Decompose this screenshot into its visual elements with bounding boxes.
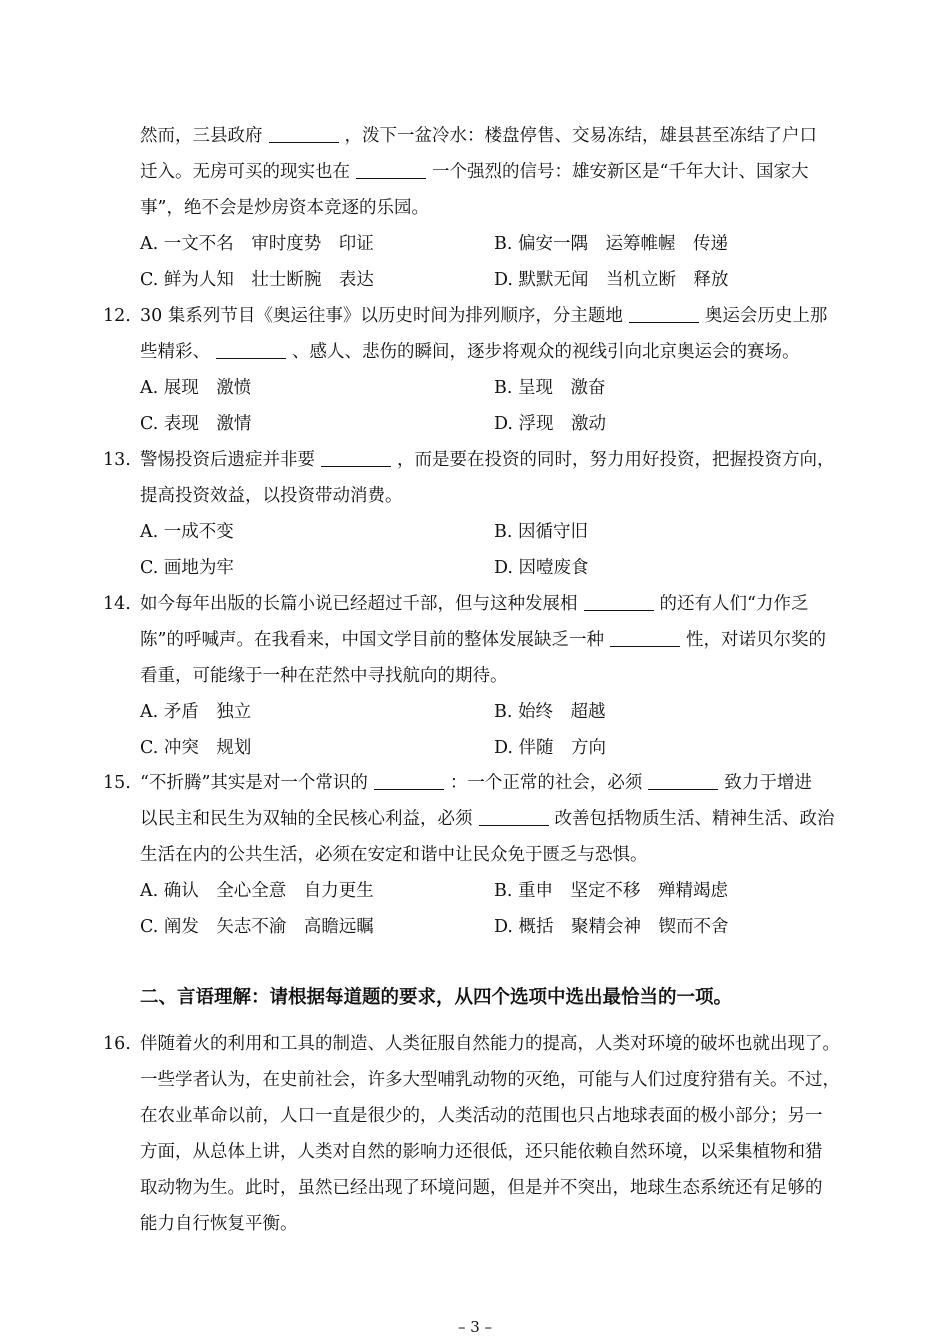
- page-number: – 3 –: [457, 1318, 493, 1336]
- q12-line-2: [140, 340, 800, 364]
- answer-blank: [584, 594, 654, 611]
- q16-line-2: 一些学者认为，在史前社会，许多大型哺乳动物的灭绝，可能与人们过度狩猎有关。不过，: [140, 1070, 840, 1090]
- q15-option-a: A. 确认 全心全意 自力更生: [140, 881, 374, 901]
- q14-option-d: D. 伴随 方向: [494, 738, 607, 758]
- q11-option-b: B. 偏安一隅 运筹帷幄 传递: [494, 234, 728, 254]
- q11-option-d: D. 默默无闻 当机立断 释放: [494, 270, 729, 290]
- q15-text: 以民主和民生为双轴的全民核心利益，必须: [140, 809, 473, 829]
- q15-text: “不折腾”其实是对一个常识的: [140, 773, 368, 793]
- answer-blank: [629, 306, 699, 323]
- q13-text: ，而是要在投资的同时，努力用好投资，把握投资方向，: [397, 450, 835, 470]
- q12-option-a: A. 展现 激愤: [140, 378, 252, 398]
- q14-option-c: C. 冲突 规划: [140, 738, 252, 758]
- q11-text: 一个强烈的信号：雄安新区是“千年大计、国家大: [432, 162, 809, 182]
- q12-number: 12.: [103, 306, 131, 326]
- q15-option-c: C. 阐发 矢志不渝 高瞻远瞩: [140, 917, 374, 937]
- q16-number: 16.: [103, 1034, 131, 1054]
- q11-text: ，泼下一盆冷水：楼盘停售、交易冻结，雄县甚至冻结了户口: [344, 126, 817, 146]
- q11-line-2: [140, 160, 808, 184]
- q11-text: 迁入。无房可买的现实也在: [140, 162, 350, 182]
- q16-line-4: 方面，从总体上讲，人类对自然的影响力还很低，还只能依赖自然环境，以采集植物和猎: [140, 1142, 823, 1162]
- q14-line-2: [140, 628, 826, 652]
- q13-option-a: A. 一成不变: [140, 522, 234, 542]
- answer-blank: [374, 773, 444, 790]
- q12-line-1: [140, 304, 827, 328]
- q12-text: 、感人、悲伤的瞬间，逐步将观众的视线引向北京奥运会的赛场。: [292, 342, 800, 362]
- q14-option-b: B. 始终 超越: [494, 702, 606, 722]
- q15-line-1: [140, 771, 812, 795]
- q15-text: 改善包括物质生活、精神生活、政治: [554, 809, 835, 829]
- answer-blank: [269, 126, 339, 143]
- q12-text: 些精彩、: [140, 342, 210, 362]
- q14-text: 如今每年出版的长篇小说已经超过千部，但与这种发展相: [140, 594, 578, 614]
- answer-blank: [479, 809, 549, 826]
- q16-line-1: 伴随着火的利用和工具的制造、人类征服自然能力的提高，人类对环境的破坏也就出现了。: [140, 1034, 840, 1054]
- q12-option-b: B. 呈现 激奋: [494, 378, 606, 398]
- q14-text: 陈”的呼喊声。在我看来，中国文学目前的整体发展缺乏一种: [140, 630, 604, 650]
- q14-option-a: A. 矛盾 独立: [140, 702, 252, 722]
- q14-text: 性，对诺贝尔奖的: [685, 630, 826, 650]
- q13-option-b: B. 因循守旧: [494, 522, 588, 542]
- q14-number: 14.: [103, 594, 131, 614]
- q15-text: 致力于增进: [724, 773, 812, 793]
- answer-blank: [321, 450, 391, 467]
- answer-blank: [356, 162, 426, 179]
- q14-line-3: 看重，可能缘于一种在茫然中寻找航向的期待。: [140, 666, 508, 686]
- q12-text: 奥运会历史上那: [704, 306, 828, 326]
- answer-blank: [648, 773, 718, 790]
- q15-line-2: [140, 807, 835, 831]
- q15-option-d: D. 概括 聚精会神 锲而不舍: [494, 917, 729, 937]
- q13-option-d: D. 因噎废食: [494, 558, 589, 578]
- answer-blank: [216, 342, 286, 359]
- q16-line-5: 取动物为生。此时，虽然已经出现了环境问题，但是并不突出，地球生态系统还有足够的: [140, 1178, 823, 1198]
- answer-blank: [610, 630, 680, 647]
- q11-option-c: C. 鲜为人知 壮士断腕 表达: [140, 270, 374, 290]
- section-heading: 二、言语理解：请根据每道题的要求，从四个选项中选出最恰当的一项。: [140, 987, 733, 1008]
- q12-text: 30 集系列节目《奥运往事》以历史时间为排列顺序，分主题地: [140, 306, 623, 326]
- q15-line-3: 生活在内的公共生活，必须在安定和谐中让民众免于匮乏与恐惧。: [140, 845, 648, 865]
- q11-line-3: 事”，绝不会是炒房资本竞逐的乐园。: [140, 198, 429, 218]
- q13-line-2: 提高投资效益，以投资带动消费。: [140, 486, 403, 506]
- q13-option-c: C. 画地为牢: [140, 558, 234, 578]
- q15-number: 15.: [103, 773, 131, 793]
- q16-line-6: 能力自行恢复平衡。: [140, 1214, 298, 1234]
- q14-line-1: [140, 592, 808, 616]
- q11-text: 然而，三县政府: [140, 126, 263, 146]
- q13-text: 警惕投资后遗症并非要: [140, 450, 315, 470]
- q11-option-a: A. 一文不名 审时度势 印证: [140, 234, 374, 254]
- q13-number: 13.: [103, 450, 131, 470]
- q15-text: ：一个正常的社会，必须: [449, 773, 643, 793]
- q14-text: 的还有人们“力作乏: [659, 594, 809, 614]
- q12-option-d: D. 浮现 激动: [494, 414, 607, 434]
- q15-option-b: B. 重申 坚定不移 殚精竭虑: [494, 881, 728, 901]
- q11-line-1: [140, 124, 817, 148]
- q13-line-1: [140, 448, 835, 472]
- q16-line-3: 在农业革命以前，人口一直是很少的，人类活动的范围也只占地球表面的极小部分；另一: [140, 1106, 823, 1126]
- q12-option-c: C. 表现 激情: [140, 414, 252, 434]
